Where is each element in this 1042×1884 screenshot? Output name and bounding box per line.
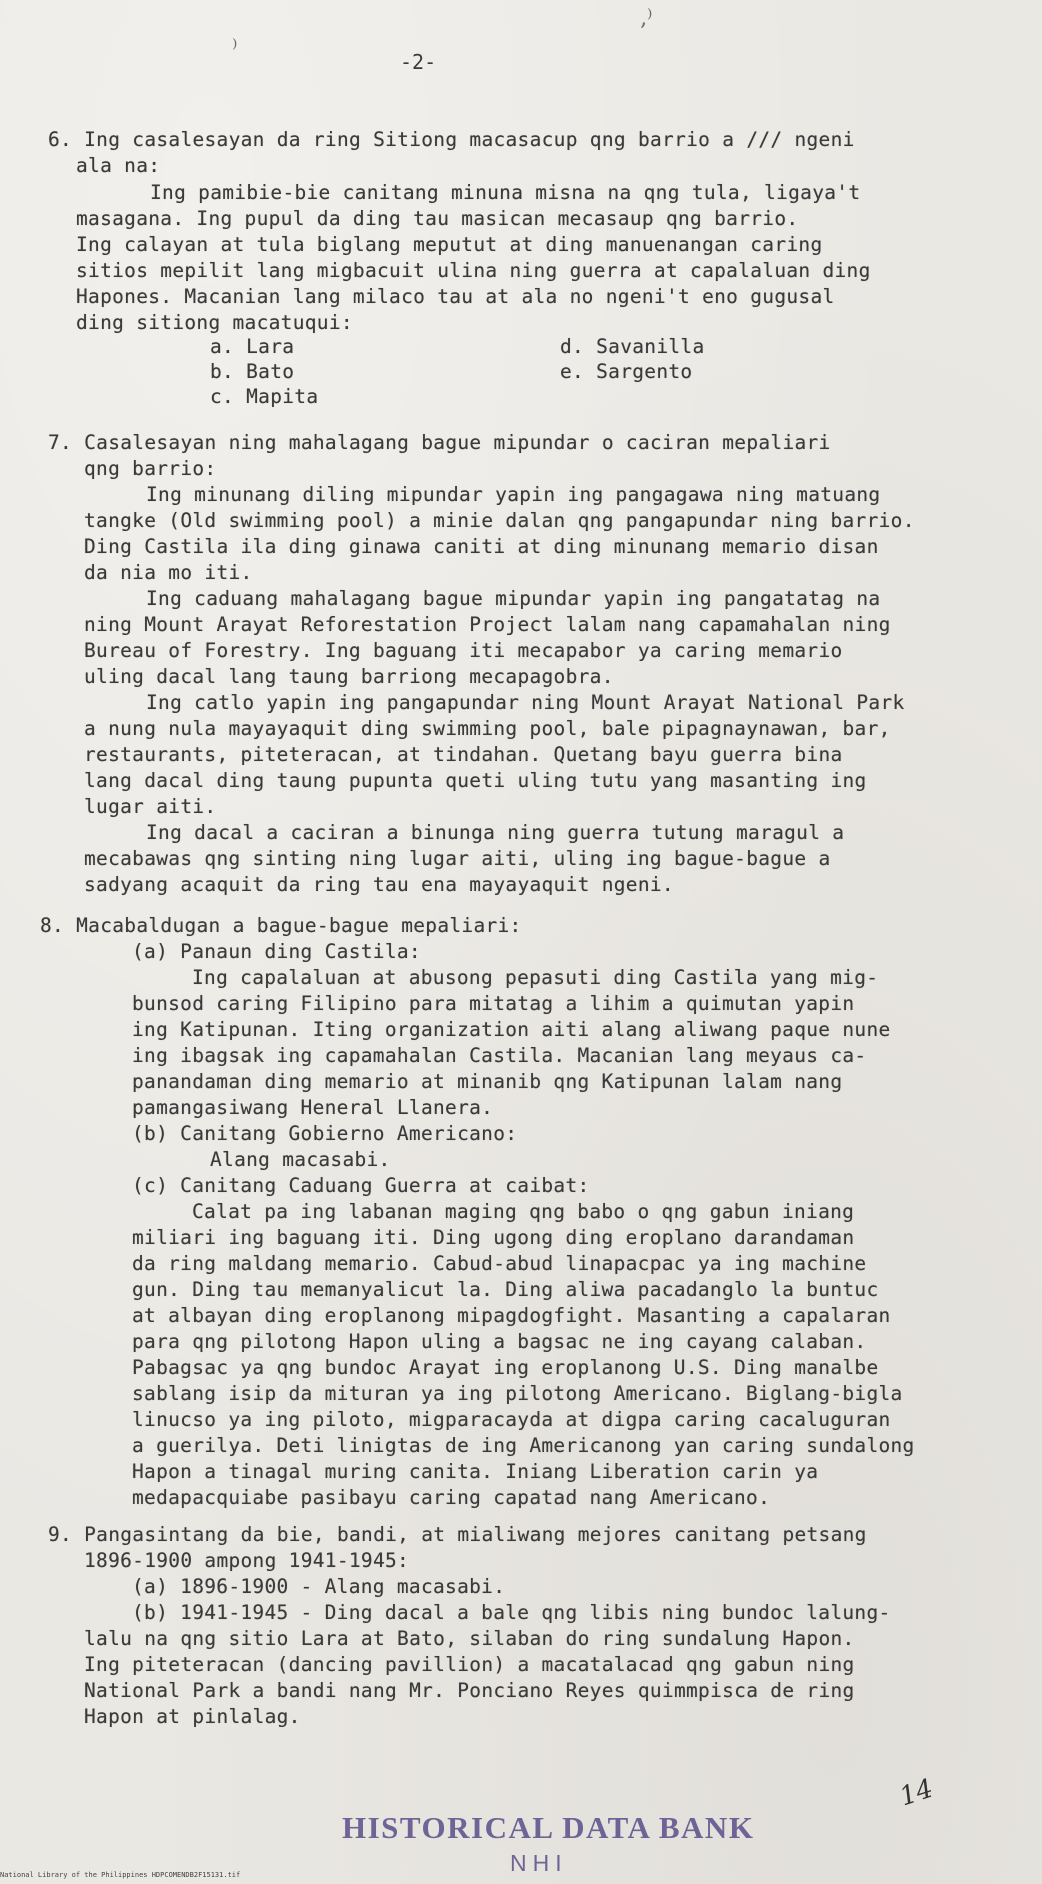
section-7-heading-cont: qng barrio:	[84, 457, 217, 480]
text-line: pamangasiwang Heneral Llanera.	[132, 1096, 494, 1119]
list-item: e. Sargento	[560, 360, 693, 383]
text-line: a guerilya. Deti linigtas de ing Americanong yan caring sundalong	[132, 1434, 915, 1457]
text-line: ding sitiong macatuqui:	[76, 311, 353, 334]
list-item: a. Lara	[210, 335, 295, 358]
text-line: medapacquiabe pasibayu caring capatad nang Americano.	[132, 1486, 771, 1509]
text-line: Calat pa ing labanan maging qng babo o qng gabun iniang	[192, 1200, 855, 1223]
text-line: Ing minunang diling mipundar yapin ing pangagawa ning matuang	[146, 483, 881, 506]
subheading-b: (b) 1941-1945 - Ding dacal a bale qng libis ning bundoc lalung-	[132, 1601, 891, 1624]
text-line: Ing calayan at tula biglang meputut at ding manuenangan caring	[76, 233, 823, 256]
text-line: Ing caduang mahalagang bague mipundar yapin ing pangatatag na	[146, 587, 881, 610]
text-line: uling dacal lang taung barriong mecapagobra.	[84, 665, 614, 688]
text-line: da nia mo iti.	[84, 561, 253, 584]
text-line: masagana. Ing pupul da ding tau masican mecasaup qng barrio.	[76, 207, 799, 230]
text-line: ning Mount Arayat Reforestation Project lalam nang capamahalan ning	[84, 613, 891, 636]
text-line: sadyang acaquit da ring tau ena mayayaquit ngeni.	[84, 873, 674, 896]
subheading-c: (c) Canitang Caduang Guerra at caibat:	[132, 1174, 590, 1197]
text-line: mecabawas qng sinting ning lugar aiti, uling ing bague-bague a	[84, 847, 831, 870]
text-line: lalu na qng sitio Lara at Bato, silaban do ring sundalung Hapon.	[84, 1627, 855, 1650]
list-item: d. Savanilla	[560, 335, 705, 358]
paper-mark: ⁾	[232, 36, 238, 61]
text-line: panandaman ding memario at minanib qng Katipunan lalam nang	[132, 1070, 843, 1093]
text-line: Bureau of Forestry. Ing baguang iti mecapabor ya caring memario	[84, 639, 843, 662]
section-9-heading-cont: 1896-1900 ampong 1941-1945:	[84, 1549, 410, 1572]
text-line: ing Katipunan. Iting organization aiti alang aliwang paque nune	[132, 1018, 891, 1041]
text-line: Ing catlo yapin ing pangapundar ning Mount Arayat National Park	[146, 691, 905, 714]
text-line: Ing piteteracan (dancing pavillion) a macatalacad qng gabun ning	[84, 1653, 855, 1676]
text-line: linucso ya ing piloto, migparacayda at digpa caring cacaluguran	[132, 1408, 891, 1431]
text-line: a nung nula mayayaquit ding swimming pool, bale pipagnaynawan, bar,	[84, 717, 891, 740]
text-line: at albayan ding eroplanong mipagdogfight. Masanting a capalaran	[132, 1304, 891, 1327]
list-item: c. Mapita	[210, 385, 319, 408]
scan-footer: National Library of the Philippines HDPCOMENDB2F15131.tif	[0, 1871, 241, 1879]
text-line: da ring maldang memario. Cabud-abud linapacpac ya ing machine	[132, 1252, 867, 1275]
text-line: restaurants, piteteracan, at tindahan. Quetang bayu guerra bina	[84, 743, 843, 766]
text-line: gun. Ding tau memanyalicut la. Ding aliwa pacadanglo la buntuc	[132, 1278, 879, 1301]
text-line: National Park a bandi nang Mr. Ponciano Reyes quimmpisca de ring	[84, 1679, 855, 1702]
subheading-a: (a) Panaun ding Castila:	[132, 940, 421, 963]
stamp-title: HISTORICAL DATA BANK	[342, 1810, 755, 1845]
section-6-heading-cont: ala na:	[76, 154, 161, 177]
paper-mark: ‚⁾	[640, 6, 653, 31]
text-line: Ing dacal a caciran a binunga ning guerra tutung maragul a	[146, 821, 845, 844]
list-item: b. Bato	[210, 360, 295, 383]
text-line: sablang isip da mituran ya ing pilotong Americano. Biglang-bigla	[132, 1382, 903, 1405]
text-line: Ding Castila ila ding ginawa caniti at ding minunang memario disan	[84, 535, 879, 558]
text-line: miliari ing baguang iti. Ding ugong ding eroplano darandaman	[132, 1226, 855, 1249]
text-line: Pabagsac ya qng bundoc Arayat ing eroplanong U.S. Ding manalbe	[132, 1356, 879, 1379]
section-9-heading: 9. Pangasintang da bie, bandi, at mialiwang mejores canitang petsang	[48, 1523, 867, 1546]
text-line: Ing capalaluan at abusong pepasuti ding Castila yang mig-	[192, 966, 879, 989]
text-line: Ing pamibie-bie canitang minuna misna na qng tula, ligaya't	[150, 181, 861, 204]
text-line: tangke (Old swimming pool) a minie dalan qng pangapundar ning barrio.	[84, 509, 915, 532]
text-line: bunsod caring Filipino para mitatag a lihim a quimutan yapin	[132, 992, 855, 1015]
section-6-heading: 6. Ing casalesayan da ring Sitiong macasacup qng barrio a /// ngeni	[48, 128, 855, 151]
text-line: lang dacal ding taung pupunta queti uling tutu yang masanting ing	[84, 769, 867, 792]
text-line: sitios mepilit lang migbacuit ulina ning guerra at capalaluan ding	[76, 259, 871, 282]
section-7-heading: 7. Casalesayan ning mahalagang bague mipundar o caciran mepaliari	[48, 431, 831, 454]
text-line: ing ibagsak ing capamahalan Castila. Macanian lang meyaus ca-	[132, 1044, 867, 1067]
text-line: lugar aiti.	[84, 795, 217, 818]
text-line: para qng pilotong Hapon uling a bagsac ne ing cayang calaban.	[132, 1330, 867, 1353]
subheading-a: (a) 1896-1900 - Alang macasabi.	[132, 1575, 506, 1598]
stamp-subtitle: NHI	[510, 1850, 568, 1876]
text-line: Hapon at pinlalag.	[84, 1705, 301, 1728]
text-line: Alang macasabi.	[210, 1148, 391, 1171]
text-line: Hapones. Macanian lang milaco tau at ala no ngeni't eno gugusal	[76, 285, 835, 308]
section-8-heading: 8. Macabaldugan a bague-bague mepaliari:	[40, 914, 522, 937]
subheading-b: (b) Canitang Gobierno Americano:	[132, 1122, 518, 1145]
text-line: Hapon a tinagal muring canita. Iniang Liberation carin ya	[132, 1460, 819, 1483]
handwritten-page-mark: 14	[896, 1773, 937, 1813]
page-number: -2-	[400, 50, 437, 74]
